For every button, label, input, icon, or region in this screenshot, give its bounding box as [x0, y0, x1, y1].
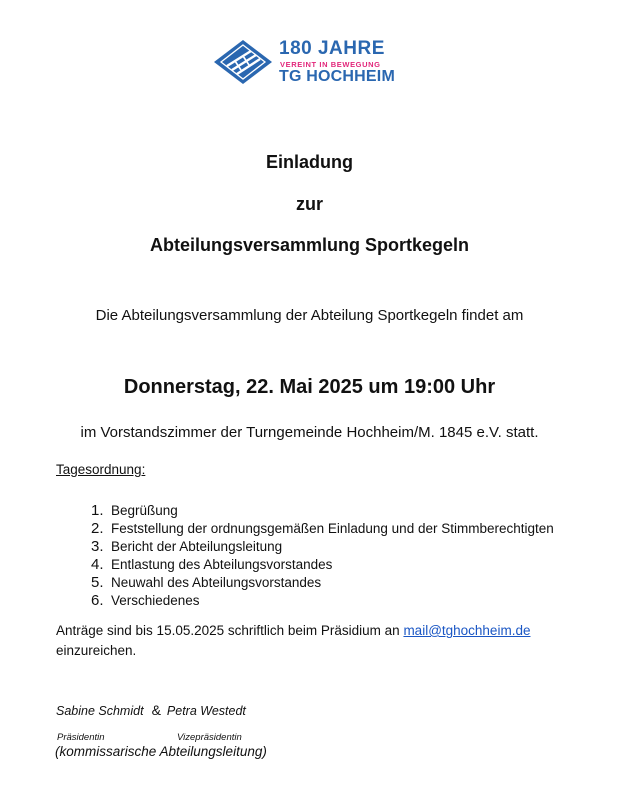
agenda-item-number: 4.: [91, 556, 104, 573]
meeting-venue: im Vorstandszimmer der Turngemeinde Hochheim/M. 1845 e.V. statt.: [80, 424, 539, 441]
signer-role-1: Präsidentin: [57, 732, 105, 743]
meeting-date: Donnerstag, 22. Mai 2025 um 19:00 Uhr: [123, 376, 496, 398]
proposal-text: Anträge sind bis 15.05.2025 schriftlich beim Präsidium an: [56, 623, 404, 638]
signature-names: [56, 702, 246, 718]
title-invitation: Einladung: [266, 152, 353, 172]
intro-text: Die Abteilungsversammlung der Abteilung Sportkegeln findet am: [95, 307, 524, 324]
agenda-item-number: 1.: [91, 502, 104, 519]
signer-role-note: (kommissarische Abteilungsleitung): [55, 744, 267, 759]
agenda-item-text: Feststellung der ordnungsgemäßen Einladung und der Stimmberechtigten: [111, 521, 554, 536]
title-zur: zur: [296, 194, 323, 214]
signer-role-2: Vizepräsidentin: [177, 732, 242, 743]
agenda-item-text: Neuwahl des Abteilungsvorstandes: [111, 575, 322, 590]
proposal-notice: [56, 621, 530, 661]
proposal-text-end: einzureichen.: [56, 643, 137, 658]
agenda-item-number: 2.: [91, 520, 104, 537]
agenda-item: [91, 502, 554, 520]
logo-club-name: TG HOCHHEIM: [279, 68, 395, 85]
agenda-item: [91, 556, 554, 574]
agenda-item-number: 3.: [91, 538, 104, 555]
logo-slogan-text: VEREINT IN BEWEGUNG: [280, 60, 381, 69]
logo-years-text: 180 JAHRE: [279, 38, 385, 59]
agenda-item-text: Bericht der Abteilungsleitung: [111, 539, 283, 554]
ampersand: &: [151, 702, 161, 718]
tg-hochheim-diamond-logo-icon: [213, 39, 273, 85]
agenda-item: [91, 592, 554, 610]
signer-name-1: Sabine Schmidt: [56, 704, 144, 718]
agenda-item: [91, 574, 554, 592]
agenda-item-number: 6.: [91, 592, 104, 609]
agenda-item-text: Entlastung des Abteilungsvorstandes: [111, 557, 333, 572]
agenda-heading: Tagesordnung:: [56, 462, 146, 477]
club-logo: [213, 38, 413, 88]
agenda-item: [91, 520, 554, 538]
title-meeting: Abteilungsversammlung Sportkegeln: [149, 235, 470, 255]
signer-name-2: Petra Westedt: [166, 704, 246, 718]
agenda-item-number: 5.: [91, 574, 104, 591]
agenda-item-text: Begrüßung: [111, 503, 178, 518]
email-link[interactable]: mail@tghochheim.de: [403, 623, 531, 638]
agenda-item: [91, 538, 554, 556]
agenda-item-text: Verschiedenes: [111, 593, 200, 608]
agenda-list: [91, 502, 554, 610]
